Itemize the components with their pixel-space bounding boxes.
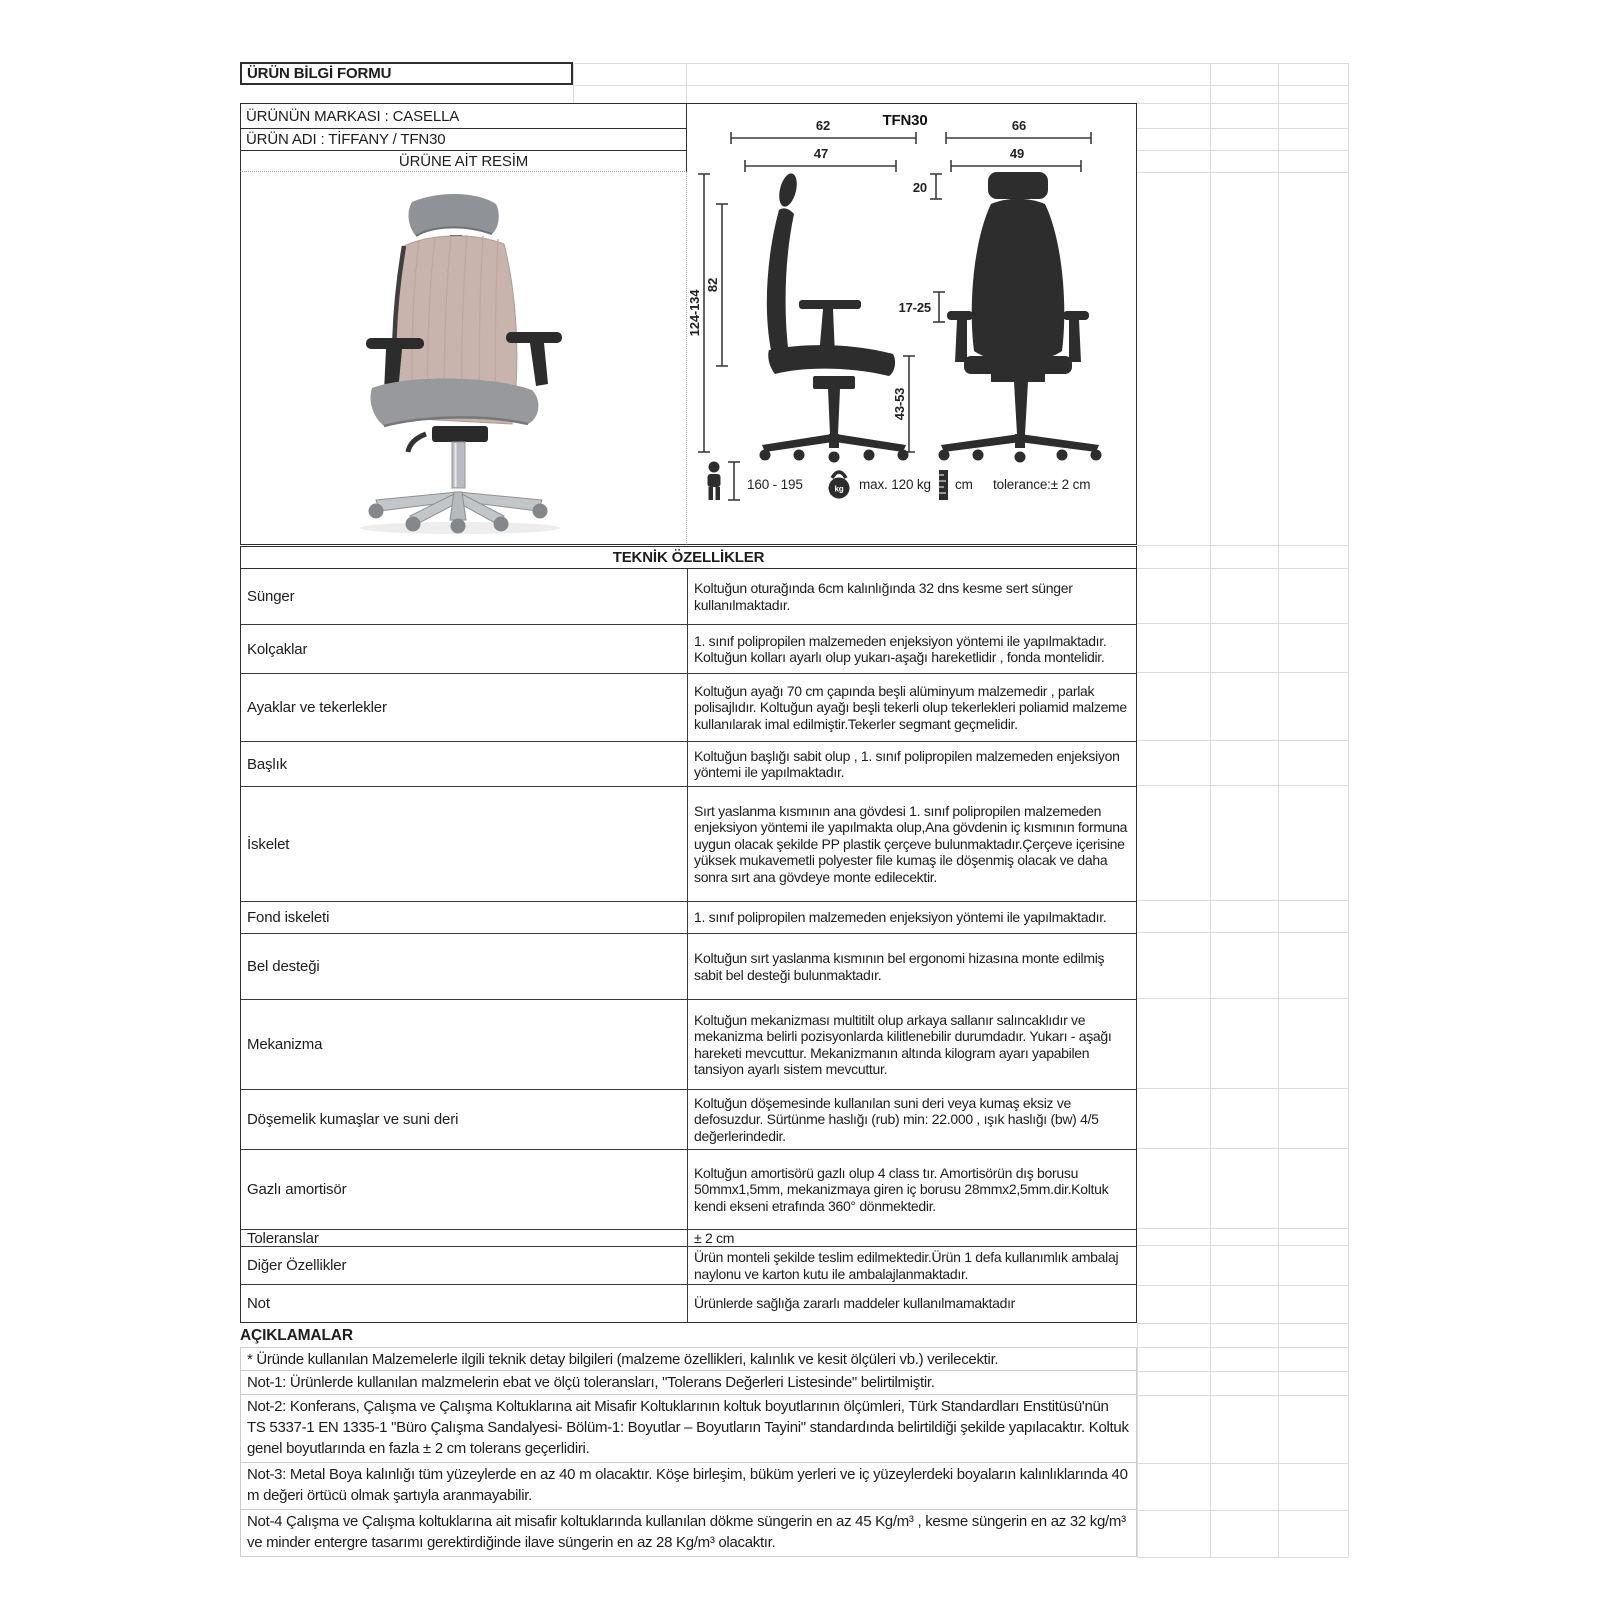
faint-gridline-h: [1137, 128, 1348, 129]
right-armrest-post: [530, 343, 548, 386]
faint-gridline-h: [1137, 932, 1348, 933]
user-height-icon: [708, 462, 721, 501]
note-item: Not-3: Metal Boya kalınlığı tüm yüzeylerde en az 40 m olacaktır. Köşe birleşim, büküm yerleri ve iç yüzeylerdeki boyaların kalınlıklarında 40 m değeri örtücü olmak şartıyla aranmayabilir.: [240, 1463, 1137, 1510]
faint-gridline-h: [1137, 172, 1348, 173]
spec-description: 1. sınıf polipropilen malzemeden enjeksiyon yöntemi ile yapılmaktadır. Koltuğun kolları ayarlı olup yukarı-aşağı hareketlidir , fonda montelidir.: [687, 625, 1136, 673]
caster: [368, 504, 383, 519]
spec-row: [241, 1246, 1136, 1284]
tilt-mechanism: [432, 426, 488, 442]
faint-gridline-h: [1137, 998, 1348, 999]
spec-label: Döşemelik kumaşlar ve suni deri: [247, 1111, 459, 1128]
spec-row: [241, 999, 1136, 1089]
faint-gridline-h: [1137, 1463, 1348, 1464]
user-height-value: 160 - 195: [747, 477, 803, 492]
faint-gridline-h: [1137, 623, 1348, 624]
spec-row: [241, 933, 1136, 999]
side-total-height-dim: 124-134: [687, 289, 702, 337]
front-overall-width-dim: 66: [1011, 118, 1027, 133]
faint-gridline-h: [1137, 1323, 1348, 1324]
spec-label: Bel desteği: [247, 958, 320, 975]
spec-description: Koltuğun oturağında 6cm kalınlığında 32 dns kesme sert sünger kullanılmaktadır.: [687, 569, 1136, 624]
spec-row: [241, 673, 1136, 741]
faint-gridline-h: [1137, 103, 1348, 104]
headrest-height-dim: 20: [912, 180, 927, 195]
faint-gridline-h: [1137, 1245, 1348, 1246]
faint-gridline-h: [1137, 150, 1348, 151]
spec-row: [241, 569, 1136, 624]
spec-row: [241, 901, 1136, 933]
ruler-icon: [939, 470, 948, 500]
faint-gridline-h: [573, 63, 1348, 64]
faint-gridline-h: [1137, 1088, 1348, 1089]
faint-gridline-h: [1137, 1347, 1348, 1348]
faint-gridline-h: [1137, 900, 1348, 901]
spec-description: 1. sınıf polipropilen malzemeden enjeksiyon yöntemi ile yapılmaktadır.: [687, 902, 1136, 933]
kg-glyph: kg: [834, 484, 844, 494]
front-seat-width-dim: 49: [1009, 146, 1025, 161]
spec-table-header: TEKNİK ÖZELLİKLER: [241, 547, 1136, 569]
note-item: Not-1: Ürünlerde kullanılan malzmelerin ebat ve ölçü toleransları, "Tolerans Değerleri Listesinde" belirtilmiştir.: [240, 1371, 1137, 1395]
spec-row: [241, 624, 1136, 673]
faint-gridline-h: [1137, 545, 1348, 546]
spec-row: [241, 741, 1136, 786]
notes-section: [240, 1325, 1137, 1557]
notes-header: AÇIKLAMALAR: [240, 1327, 353, 1344]
spec-description: Ürünlerde sağlığa zararlı maddeler kullanılmamaktadır: [687, 1285, 1136, 1322]
faint-gridline-h: [1137, 1148, 1348, 1149]
spec-label: Diğer Özellikler: [247, 1257, 347, 1274]
max-weight-icon: [829, 472, 850, 499]
faint-gridline-h: [1137, 1395, 1348, 1396]
faint-gridline-h: [1137, 740, 1348, 741]
form-title-cell: [240, 62, 573, 85]
unit-label: cm: [955, 477, 973, 492]
side-overall-width-dim: 62: [815, 118, 831, 133]
spec-row: [241, 1284, 1136, 1322]
spec-label: Not: [247, 1295, 270, 1312]
note-item: * Üründe kullanılan Malzemelerle ilgili teknik detay bilgileri (malzeme özellikleri, kalınlık ve kesit ölçüleri vb.) verilecektir.: [240, 1347, 1137, 1371]
spec-label: Mekanizma: [247, 1036, 323, 1053]
spec-description: Koltuğun ayağı 70 cm çapında beşli alüminyum malzemedir , parlak polisajlıdır. Koltuğun ayağı beşli tekerli olup tekerlekleri poliamid malzeme kullanılarak imal edilmiştir.Tekerler segmant geçmelidir.: [687, 674, 1136, 741]
spec-description: ± 2 cm: [687, 1230, 1136, 1246]
spec-label: Toleranslar: [247, 1229, 319, 1247]
spec-label: Gazlı amortisör: [247, 1181, 347, 1198]
faint-gridline-h: [1137, 1371, 1348, 1372]
side-seat-width-dim: 47: [813, 146, 829, 161]
faint-gridline-h: [1137, 1228, 1348, 1229]
faint-gridline-v: [1137, 1323, 1138, 1557]
spec-label: Kolçaklar: [247, 640, 308, 658]
max-weight-value: max. 120 kg: [859, 477, 931, 492]
faint-gridline-h: [1137, 1510, 1348, 1511]
dimension-drawing: [687, 104, 1135, 543]
left-armrest-pad: [366, 338, 424, 349]
side-view-chair: [760, 172, 909, 463]
right-armrest-pad: [506, 332, 562, 343]
faint-gridline-h: [1137, 785, 1348, 786]
spec-description: Koltuğun mekanizması multitilt olup arkaya sallanır salıncaklıdır ve mekanizma belirli pozisyonlarda kilitlenebilir durumdadır. Yukarı - aşağı hareketi mevcuttur. Mekanizmanın altında kilogram ayarı yapabilen tansiyon ayarlı sistem mevcuttur.: [687, 1000, 1136, 1089]
spec-label: Fond iskeleti: [247, 909, 330, 926]
gas-lift: [452, 442, 465, 488]
faint-gridline-v: [686, 63, 687, 103]
faint-gridline-v: [573, 63, 574, 103]
note-item: Not-2: Konferans, Çalışma ve Çalışma Koltuklarına ait Misafir Koltuklarının koltuk boyutlarının ölçümleri, Türk Standardları Enstitüsü'nün TS 5337-1 EN 1335-1 "Büro Çalışma Sandalyesi- Bölüm-1: Boyutlar – Boyutların Tayini" standardında belirtildiği şekilde yapılacaktır. Koltuk genel boyutlarında en fazla ± 2 cm tolerans geçerlidiri.: [240, 1395, 1137, 1463]
front-view-chair: [939, 172, 1102, 463]
side-seat-height-dim: 43-53: [892, 387, 907, 421]
spec-label: İskelet: [247, 835, 290, 853]
spec-description: Koltuğun sırt yaslanma kısmının bel ergonomi hizasına monte edilmiş sabit bel desteği bulunmaktadır.: [687, 934, 1136, 999]
spec-description: Ürün monteli şekilde teslim edilmektedir.Ürün 1 defa kullanımlık ambalaj naylonu ve karton kutu ile ambalajlanmaktadır.: [687, 1247, 1136, 1284]
product-name-cell: ÜRÜN ADI : TİFFANY / TFN30: [240, 128, 687, 150]
caster: [532, 504, 547, 519]
spec-row: [241, 1229, 1136, 1246]
product-image-cell: [240, 172, 687, 545]
spec-label: Ayaklar ve tekerlekler: [247, 699, 387, 716]
spec-row: [241, 786, 1136, 901]
notes-body: [240, 1347, 1137, 1557]
form-title: ÜRÜN BİLGİ FORMU: [247, 65, 392, 82]
faint-gridline-v: [1348, 63, 1349, 1557]
tolerance-label: tolerance:± 2 cm: [993, 477, 1091, 492]
side-back-height-dim: 82: [705, 277, 720, 293]
spec-description: Koltuğun başlığı sabit olup , 1. sınıf polipropilen malzemeden enjeksiyon yöntemi ile yapılmaktadır.: [687, 742, 1136, 786]
faint-gridline-h: [1137, 672, 1348, 673]
brand-cell: ÜRÜNÜN MARKASI : CASELLA: [240, 103, 687, 128]
spec-description: Koltuğun döşemesinde kullanılan suni deri veya kumaş eksiz ve defosuzdur. Sürtünme haslığı (rub) min: 22.000 , ışık haslığı (bw) 4/5 değerlerindedir.: [687, 1090, 1136, 1149]
spec-description: Koltuğun amortisörü gazlı olup 4 class tır. Amortisörün dış borusu 50mmx1,5mm, mekanizmaya giren iç borusu 28mmx2,5mm.dir.Koltuk kendi ekseni etrafında 360° dönmektedir.: [687, 1150, 1136, 1229]
spec-row: [241, 1149, 1136, 1229]
armrest-height-dim: 17-25: [898, 300, 931, 315]
caster: [405, 517, 420, 532]
spec-table-body: [241, 569, 1136, 1322]
note-item: Not-4 Çalışma ve Çalışma koltuklarına ait misafir koltuklarında kullanılan dökme süngerin en az 45 Kg/m³ , kesme süngerin en az 32 kg/m³ ve minder entergre tasarımı gerektirdiğinde ilave süngerin en az 28 Kg/m³ olacaktır.: [240, 1510, 1137, 1557]
faint-gridline-h: [1137, 1285, 1348, 1286]
image-caption-cell: ÜRÜNE AİT RESİM: [240, 150, 687, 172]
spec-description: Sırt yaslanma kısmının ana gövdesi 1. sınıf polipropilen malzemeden enjeksiyon yöntemi ile yapılmakta olup,Ana gövdenin iç kısmının formuna uygun olacak şekilde PP plastik çerçeve bulunmaktadır.Çerçeve içerisine yüksek mukavemetli polyester file kumaş ile döşenmiş olacak ve daha sonra sırt ana gövdeye monte edilecektir.: [687, 787, 1136, 901]
dimension-diagram: [687, 103, 1137, 545]
spec-row: [241, 1089, 1136, 1149]
faint-gridline-h: [1137, 1557, 1348, 1558]
caster: [493, 517, 508, 532]
spec-table: [240, 546, 1137, 1323]
spec-label: Başlık: [247, 755, 287, 773]
chair-headrest: [408, 194, 498, 236]
adjust-lever: [408, 434, 426, 452]
faint-gridline-h: [573, 85, 1348, 86]
product-photo-chair: [314, 180, 614, 536]
product-header-cells: [240, 103, 687, 172]
faint-gridline-h: [1137, 568, 1348, 569]
model-label: TFN30: [882, 112, 928, 129]
faint-gridline-v: [1210, 63, 1211, 1557]
caster: [450, 519, 465, 534]
faint-gridline-v: [1278, 63, 1279, 1557]
spec-label: Sünger: [247, 588, 295, 605]
